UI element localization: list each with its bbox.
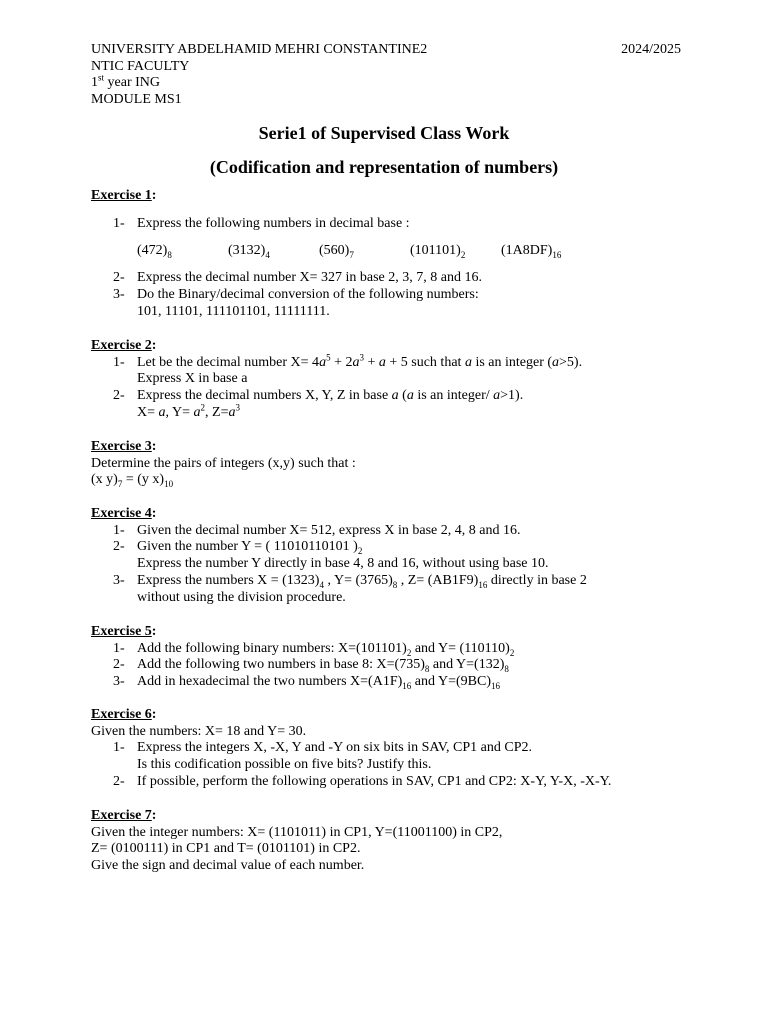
number-4: $(101101)_2$ [410, 243, 466, 261]
exercise-1-item-2: 2- Express the decimal number X= 327 in base 2, 3, 7, 8 and 16. [113, 270, 482, 286]
exercise-3: Exercise 3: Determine the pairs of integers (x,y) such that : (x $y)_7 = (y$ $x)_{10}$ [91, 439, 691, 489]
exercise-5: Exercise 5: 1- Add the following binary numbers: $X=(101101)_2$ and $Y= (110110)_2$ 2- Add the following two numbers in base 8: $X=(735)_8$ and $Y=(132)_8$ 3- Add in hexadecimal the two numbers $X=(A1F)_{16}$ and $Y=(9BC)_{16}$ [91, 624, 691, 691]
exercise-2-item-1-cont: Express X in base a [137, 371, 248, 387]
exercise-2: Exercise 2: 1- Let be the decimal number $X= 4a^5 + 2a^3 + a + 5$ such that a is an integer (a>5). Express X in base a 2- Express the decimal numbers X, Y, Z in base a (a is an integer/ a>1). X= a, $Y= a^2$, $Z=a^3$ [91, 338, 691, 422]
exercise-6-title: Exercise 6 [91, 707, 152, 722]
exercise-7-title: Exercise 7 [91, 808, 152, 823]
exercise-1-item-3: 3- Do the Binary/decimal conversion of the following numbers: [113, 287, 479, 303]
module-name: MODULE MS1 [91, 92, 182, 108]
exercise-4-title: Exercise 4 [91, 506, 152, 521]
document-subtitle: (Codification and representation of numbers) [209, 157, 559, 177]
exercise-2-item-1: 1- Let be the decimal number $X= 4a^5 + 2a^3 + a + 5$ such that a is an integer (a>5). [113, 352, 583, 370]
number-1: $(472)_8$ [137, 243, 172, 261]
exercise-3-line-1: Determine the pairs of integers (x,y) such that : [91, 455, 356, 471]
exercise-4: Exercise 4: 1- Given the decimal number X= 512, express X in base 2, 4, 8 and 16. 2- Given the number Y = ( 11010110101 )$_2$ Express the number Y directly in base 4, 8 and 16, without using base 10. 3- Express the numbers $X = (1323)_4$ , $Y= (3765)_8$ , $Z= (AB1F9)_{16}$ directly in base 2 without using the division procedure. [91, 506, 691, 606]
exercise-4-item-2: 2- Given the number Y = ( 11010110101 )$_2$ [113, 539, 363, 557]
exercise-7-line-1: Given the integer numbers: X= (1101011) in CP1, Y=(11001100) in CP2, [91, 824, 503, 840]
exercise-1: Exercise 1: 1- Express the following numbers in decimal base : $(472)_8$ $(3132)_4$ $(560)_7$ $(101101)_2$ $(1A8DF)_{16}$ 2- Express the decimal number X= 327 in base 2, 3, 7, 8 and 16. 3- Do the Binary/decimal conversion of the following numbers: 101, 11101, 111101101, 11111111. [91, 188, 691, 321]
exercise-7-line-3: Give the sign and decimal value of each number. [91, 858, 365, 874]
number-5: $(1A8DF)_{16}$ [501, 243, 562, 261]
document-header [91, 42, 681, 109]
exercise-2-item-2-cont: X= a, $Y= a^2$, $Z=a^3$ [137, 402, 240, 420]
exercise-6-line-1: Given the numbers: X= 18 and Y= 30. [91, 723, 307, 739]
exercise-5-item-3: 3- Add in hexadecimal the two numbers $X=(A1F)_{16}$ and $Y=(9BC)_{16}$ [113, 674, 500, 691]
exercise-2-title: Exercise 2 [91, 338, 152, 353]
study-level: 1st year ING [91, 72, 160, 91]
exercise-3-line-2: (x $y)_7 = (y$ $x)_{10}$ [91, 472, 174, 490]
exercise-6-item-1-cont: Is this codification possible on five bits? Justify this. [137, 757, 432, 773]
academic-year: 2024/2025 [621, 42, 681, 57]
exercise-4-item-2-cont: Express the number Y directly in base 4, 8 and 16, without using base 10. [137, 556, 549, 572]
exercise-6-item-2: 2- If possible, perform the following operations in SAV, CP1 and CP2: X-Y, Y-X, -X-Y. [113, 773, 612, 789]
number-2: $(3132)_4$ [228, 243, 270, 261]
exercise-4-item-3-cont: without using the division procedure. [137, 589, 346, 605]
exercise-5-item-1: 1- Add the following binary numbers: $X=(101101)_2$ and $Y= (110110)_2$ [113, 640, 515, 658]
exercise-5-title: Exercise 5 [91, 624, 152, 639]
faculty-name: NTIC FACULTY [91, 58, 190, 74]
exercise-1-numbers [91, 243, 691, 261]
exercise-1-title: Exercise 1 [91, 188, 152, 203]
exercise-4-item-3: 3- Express the numbers $X = (1323)_4$ , $Y= (3765)_8$ , $Z= (AB1F9)_{16}$ directly in base 2 [113, 572, 587, 590]
exercise-6: Exercise 6: Given the numbers: X= 18 and Y= 30. 1- Express the integers X, -X, Y and -Y on six bits in SAV, CP1 and CP2. Is this codification possible on five bits? Justify this. 2- If possible, perform the following operations in SAV, CP1 and CP2: X-Y, Y-X, -X-Y. [91, 707, 691, 791]
exercise-5-item-2: 2- Add the following two numbers in base 8: $X=(735)_8$ and $Y=(132)_8$ [113, 657, 509, 675]
exercise-7-line-2: Z= (0100111) in CP1 and T= (0101101) in CP2. [91, 841, 361, 857]
number-3: $(560)_7$ [319, 243, 354, 261]
exercise-7: Exercise 7: Given the integer numbers: X= (1101011) in CP1, Y=(11001100) in CP2, Z= (0100111) in CP1 and T= (0101101) in CP2. Give the sign and decimal value of each number. [91, 808, 691, 875]
exercise-1-item-3-cont: 101, 11101, 111101101, 11111111. [137, 303, 330, 319]
exercise-4-item-1: 1- Given the decimal number X= 512, express X in base 2, 4, 8 and 16. [113, 522, 521, 538]
exercise-1-item-1: 1- Express the following numbers in decimal base : [113, 215, 410, 231]
exercise-6-item-1: 1- Express the integers X, -X, Y and -Y on six bits in SAV, CP1 and CP2. [113, 740, 532, 756]
document-title: Serie1 of Supervised Class Work [258, 123, 510, 143]
university-name: UNIVERSITY ABDELHAMID MEHRI CONSTANTINE2 [91, 42, 428, 57]
exercise-3-title: Exercise 3 [91, 439, 152, 454]
exercise-2-item-2: 2- Express the decimal numbers X, Y, Z in base a (a is an integer/ a>1). [113, 388, 524, 404]
